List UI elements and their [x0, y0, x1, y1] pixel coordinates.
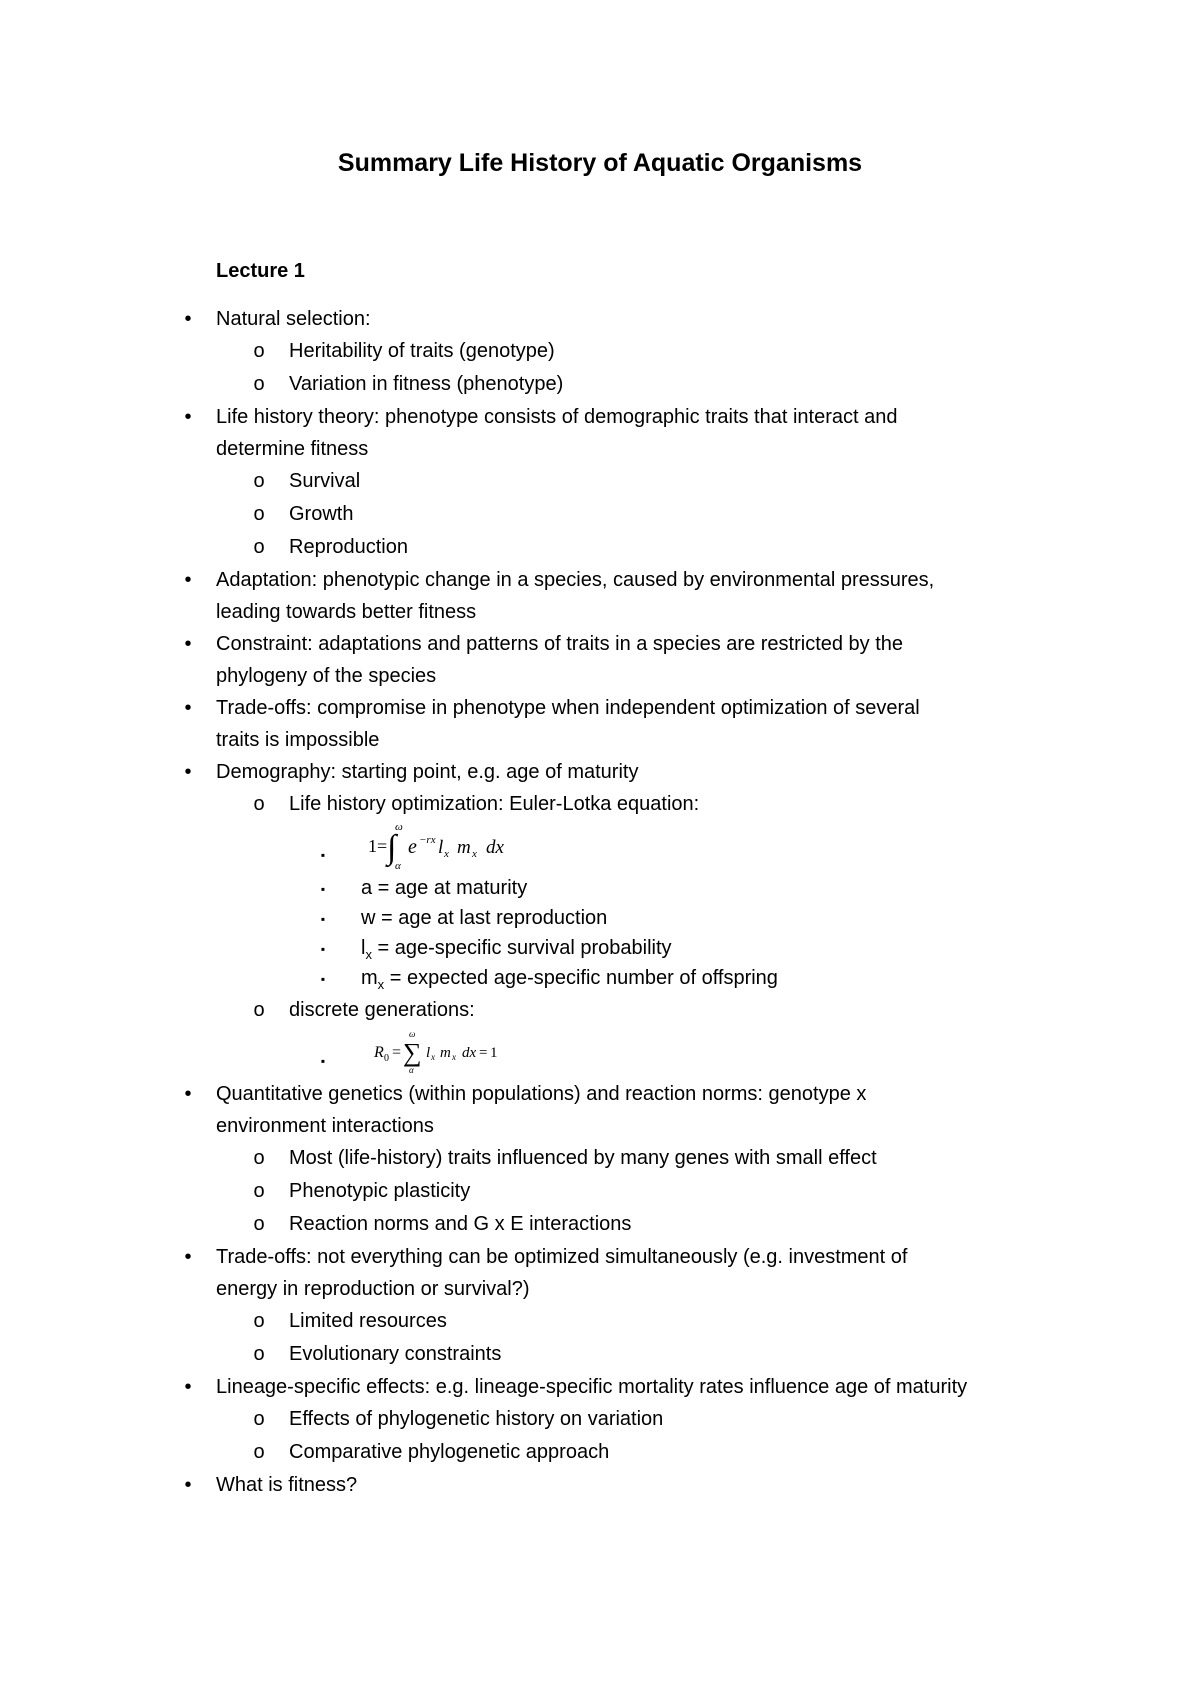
list-item: o Phenotypic plasticity: [0, 1175, 1200, 1208]
bullet-marker: •: [184, 1246, 192, 1268]
list-item: o discrete generations:: [0, 994, 1200, 1026]
list-item: • Constraint: adaptations and patterns of traits in a species are restricted by the: [0, 628, 1200, 660]
svg-text:l: l: [426, 1045, 431, 1061]
list-item: o Life history optimization: Euler-Lotka equation:: [0, 788, 1200, 820]
subsub-marker: ▪: [320, 972, 326, 986]
subsub-marker: ▪: [320, 848, 326, 862]
sub-marker: o: [253, 1408, 265, 1430]
svg-text:−rx: −rx: [419, 834, 436, 846]
lecture-heading: Lecture 1: [216, 260, 305, 282]
svg-text:x: x: [472, 848, 477, 860]
sub-marker: o: [253, 1213, 265, 1235]
list-item-continuation: traits is impossible: [216, 729, 380, 751]
list-item: • Adaptation: phenotypic change in a species, caused by environmental pressures,: [0, 564, 1200, 596]
sub-marker: o: [253, 999, 265, 1021]
bullet-marker: •: [184, 308, 192, 330]
svg-text:ω: ω: [409, 1029, 416, 1039]
bullet-marker: •: [184, 1083, 192, 1105]
bullet-marker: •: [184, 1376, 192, 1398]
list-item-continuation: energy in reproduction or survival?): [216, 1278, 530, 1300]
svg-text:α: α: [395, 860, 401, 872]
list-item-continuation: leading towards better fitness: [216, 601, 477, 623]
bullet-marker: •: [184, 761, 192, 783]
r0-equation-row: [0, 1026, 1200, 1078]
bullet-marker: •: [184, 1474, 192, 1496]
svg-text:=: =: [392, 1044, 402, 1061]
list-item: ▪ w = age at last reproduction: [0, 902, 1200, 932]
svg-text:0: 0: [384, 1053, 389, 1064]
svg-text:1: 1: [368, 836, 377, 856]
sub-marker: o: [253, 1180, 265, 1202]
svg-text:dx: dx: [486, 837, 504, 858]
sub-marker: o: [253, 536, 265, 558]
sub-marker: o: [253, 340, 265, 362]
subsub-marker: ▪: [320, 1054, 326, 1068]
list-item: o Heritability of traits (genotype): [0, 335, 1200, 368]
list-item: • What is fitness?: [0, 1469, 1200, 1501]
list-item-continuation: environment interactions: [216, 1115, 434, 1137]
svg-text:x: x: [431, 1052, 435, 1062]
svg-text:l: l: [438, 837, 444, 858]
svg-text:∫: ∫: [387, 829, 397, 866]
list-item: • Trade-offs: not everything can be optimized simultaneously (e.g. investment of: [0, 1241, 1200, 1273]
list-item: o Survival: [0, 465, 1200, 498]
list-item: o Growth: [0, 498, 1200, 531]
list-item: • Demography: starting point, e.g. age of maturity: [0, 756, 1200, 788]
euler-lotka-equation-row: [0, 820, 1200, 872]
svg-text:R: R: [374, 1044, 384, 1061]
svg-text:x: x: [444, 848, 449, 860]
list-item: ▪ a = age at maturity: [0, 872, 1200, 902]
subsub-marker: ▪: [320, 882, 326, 896]
sub-marker: o: [253, 1310, 265, 1332]
list-item: o Variation in fitness (phenotype): [0, 368, 1200, 401]
list-item: o Reproduction: [0, 531, 1200, 564]
list-item: • Lineage-specific effects: e.g. lineage-specific mortality rates influence age of maturity: [0, 1371, 1200, 1403]
bullet-marker: •: [184, 697, 192, 719]
bullet-marker: •: [184, 633, 192, 655]
euler-lotka-equation: [362, 822, 542, 872]
svg-text:x: x: [452, 1052, 456, 1062]
sub-marker: o: [253, 1441, 265, 1463]
bullet-marker: •: [184, 569, 192, 591]
list-item: ▪ $m_x$ = expected age-specific number of offspring: [0, 962, 1200, 994]
page-title: Summary Life History of Aquatic Organisms: [337, 149, 863, 177]
sub-marker: o: [253, 1343, 265, 1365]
list-item-continuation: phylogeny of the species: [216, 665, 437, 687]
list-item: ▪ $l_x$ = age-specific survival probability: [0, 932, 1200, 962]
list-item: • Trade-offs: compromise in phenotype when independent optimization of several: [0, 692, 1200, 724]
svg-text:e: e: [408, 836, 417, 858]
sub-marker: o: [253, 470, 265, 492]
svg-text:∑: ∑: [403, 1038, 422, 1067]
svg-text:α: α: [409, 1065, 414, 1075]
svg-text:ω: ω: [395, 822, 403, 833]
list-item: o Comparative phylogenetic approach: [0, 1436, 1200, 1469]
list-item: • Life history theory: phenotype consists of demographic traits that interact and: [0, 401, 1200, 433]
subsub-marker: ▪: [320, 942, 326, 956]
list-item: o Reaction norms and G x E interactions: [0, 1208, 1200, 1241]
sub-marker: o: [253, 1147, 265, 1169]
list-item: o Effects of phylogenetic history on variation: [0, 1403, 1200, 1436]
svg-text:1: 1: [490, 1045, 498, 1061]
svg-text:=: =: [479, 1045, 488, 1061]
list-item: • Natural selection:: [0, 303, 1200, 335]
svg-text:m: m: [457, 837, 471, 858]
list-item: o Limited resources: [0, 1305, 1200, 1338]
list-item: • Quantitative genetics (within populations) and reaction norms: genotype x: [0, 1078, 1200, 1110]
notes-list: [0, 303, 1200, 1501]
svg-text:m: m: [440, 1045, 451, 1061]
list-item: o Evolutionary constraints: [0, 1338, 1200, 1371]
sub-marker: o: [253, 373, 265, 395]
subsub-marker: ▪: [320, 912, 326, 926]
svg-text:dx: dx: [462, 1045, 477, 1061]
r0-equation: [362, 1026, 522, 1076]
list-item: o Most (life-history) traits influenced by many genes with small effect: [0, 1142, 1200, 1175]
list-item-continuation: determine fitness: [216, 438, 369, 460]
sub-marker: o: [253, 793, 265, 815]
sub-marker: o: [253, 503, 265, 525]
svg-text:=: =: [377, 836, 388, 856]
bullet-marker: •: [184, 406, 192, 428]
